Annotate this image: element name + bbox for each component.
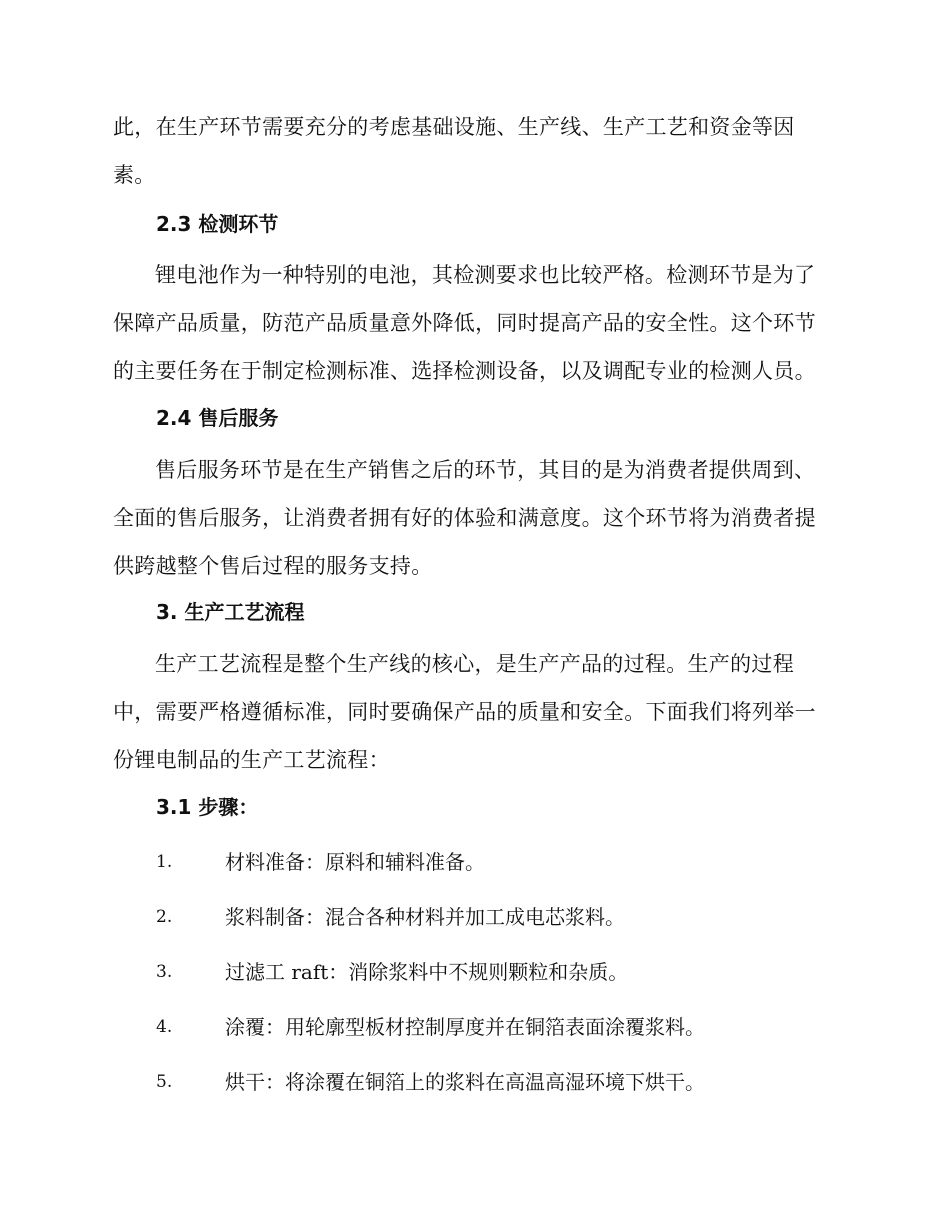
section-heading-2-4: 2.4 售后服务 (156, 406, 279, 430)
step-number: 1. (156, 852, 173, 872)
step-text: 涂覆：用轮廓型板材控制厚度并在铜箔表面涂覆浆料。 (225, 1015, 705, 1039)
section-heading-3-1: 3.1 步骤： (156, 795, 259, 819)
step-number: 3. (156, 962, 173, 982)
section-body-3: 生产工艺流程是整个生产线的核心，是生产产品的过程。生产的过程中，需要严格遵循标准，同时要确保产品的质量和安全。下面我们将列举一份锂电制品的生产工艺流程： (113, 652, 816, 772)
section-heading-2-3: 2.3 检测环节 (156, 212, 279, 236)
step-text: 材料准备：原料和辅料准备。 (225, 850, 485, 874)
section-body-2-4: 售后服务环节是在生产销售之后的环节，其目的是为消费者提供周到、全面的售后服务，让消费者拥有好的体验和满意度。这个环节将为消费者提供跨越整个售后过程的服务支持。 (113, 458, 816, 578)
step-number: 5. (156, 1072, 173, 1092)
section-body-2-3: 锂电池作为一种特别的电池，其检测要求也比较严格。检测环节是为了保障产品质量，防范产品质量意外降低，同时提高产品的安全性。这个环节的主要任务在于制定检测标准、选择检测设备，以及调配专业的检测人员。 (113, 263, 816, 383)
section-heading-3: 3. 生产工艺流程 (156, 600, 305, 624)
step-text: 烘干：将涂覆在铜箔上的浆料在高温高湿环境下烘干。 (225, 1070, 705, 1094)
step-number: 4. (156, 1017, 173, 1037)
continuation-paragraph: 此，在生产环节需要充分的考虑基础设施、生产线、生产工艺和资金等因素。 (113, 115, 795, 187)
step-text: 浆料制备：混合各种材料并加工成电芯浆料。 (225, 905, 625, 929)
step-number: 2. (156, 907, 173, 927)
step-text: 过滤工 raft：消除浆料中不规则颗粒和杂质。 (225, 960, 629, 984)
